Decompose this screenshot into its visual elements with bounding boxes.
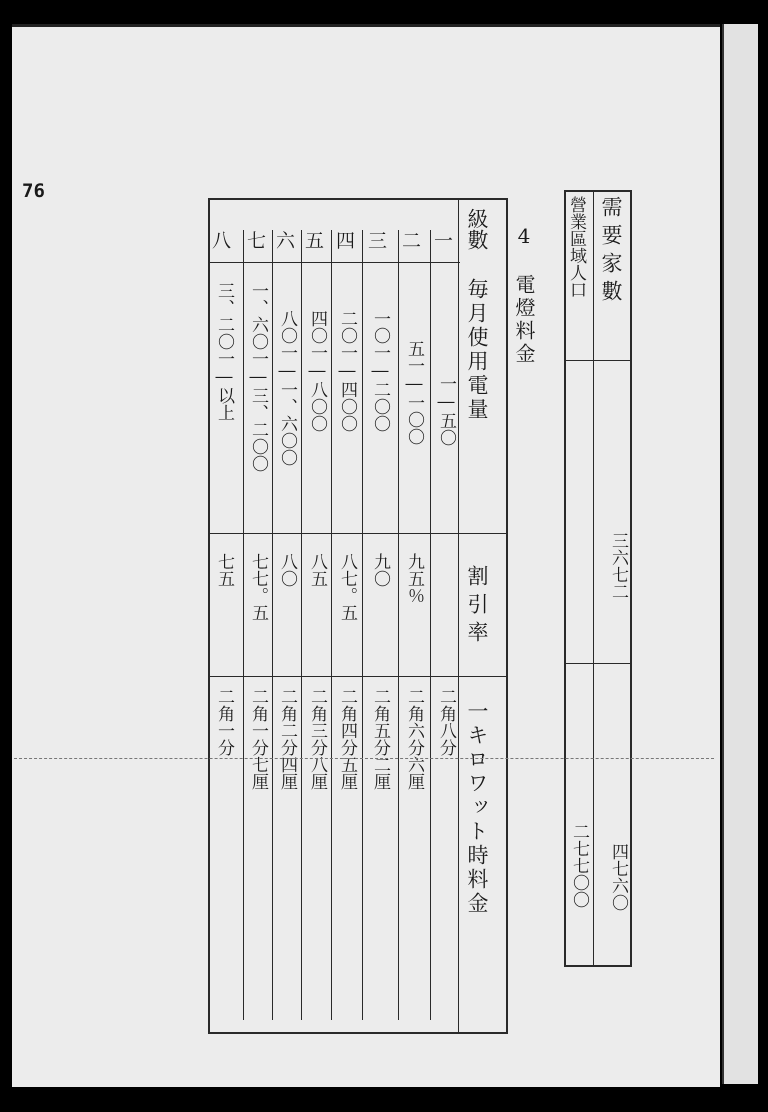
usage-2: 五一―一〇〇 [404,340,424,445]
discount-7: 七七。五 [248,553,268,621]
grade-6: 六 [276,230,296,252]
discount-6: 八〇 [277,553,297,587]
usage-8: 三、二〇一―以上 [214,282,234,421]
summary-label-population: 營業區域人口 [566,196,586,298]
price-3: 二角五分二厘 [370,688,390,790]
discount-3: 九〇 [370,553,390,587]
grade-8: 八 [212,230,232,252]
price-1: 二角八分 [436,688,456,756]
discount-4: 八七。五 [337,553,357,621]
summary-label-households: 需要家數 [599,196,623,308]
usage-7: 一、六〇一―三、二〇〇 [248,282,268,472]
usage-5: 四〇一―八〇〇 [307,310,327,432]
header-usage: 毎月使用電量 [465,278,489,422]
discount-5: 八五 [307,553,327,587]
grade-5: 五 [305,230,325,252]
usage-3: 一〇一―二〇〇 [370,310,390,432]
summary-value-upper: 三六七二 [608,532,628,600]
grade-1: 一 [434,230,454,252]
fold-line [14,758,714,759]
price-4: 二角四分五厘 [337,688,357,790]
price-7: 二角一分七厘 [248,688,268,790]
price-2: 二角六分六厘 [404,688,424,790]
page-number: 76 [22,180,45,202]
usage-4: 二〇一―四〇〇 [337,310,357,432]
discount-2: 九五％ [404,553,424,604]
usage-6: 八〇一―一、六〇〇 [277,310,297,466]
summary-value-population: 二七七〇〇 [569,823,589,908]
section-heading: 4 電燈料金 [512,224,536,366]
header-price: 一キロワット時料金 [465,700,489,916]
summary-value-households: 四七六〇 [608,843,628,911]
grade-7: 七 [247,230,267,252]
grade-2: 二 [402,230,422,252]
price-5: 二角三分八厘 [307,688,327,790]
usage-1: 一―五〇 [436,375,456,446]
header-grade: 級數 [465,208,489,250]
grade-4: 四 [336,230,356,252]
discount-8: 七五 [214,553,234,587]
page-edge-strip [722,24,758,1084]
grade-3: 三 [368,230,388,252]
price-8: 二角一分 [214,688,234,756]
header-discount: 割引率 [465,565,489,649]
price-6: 二角二分四厘 [277,688,297,790]
